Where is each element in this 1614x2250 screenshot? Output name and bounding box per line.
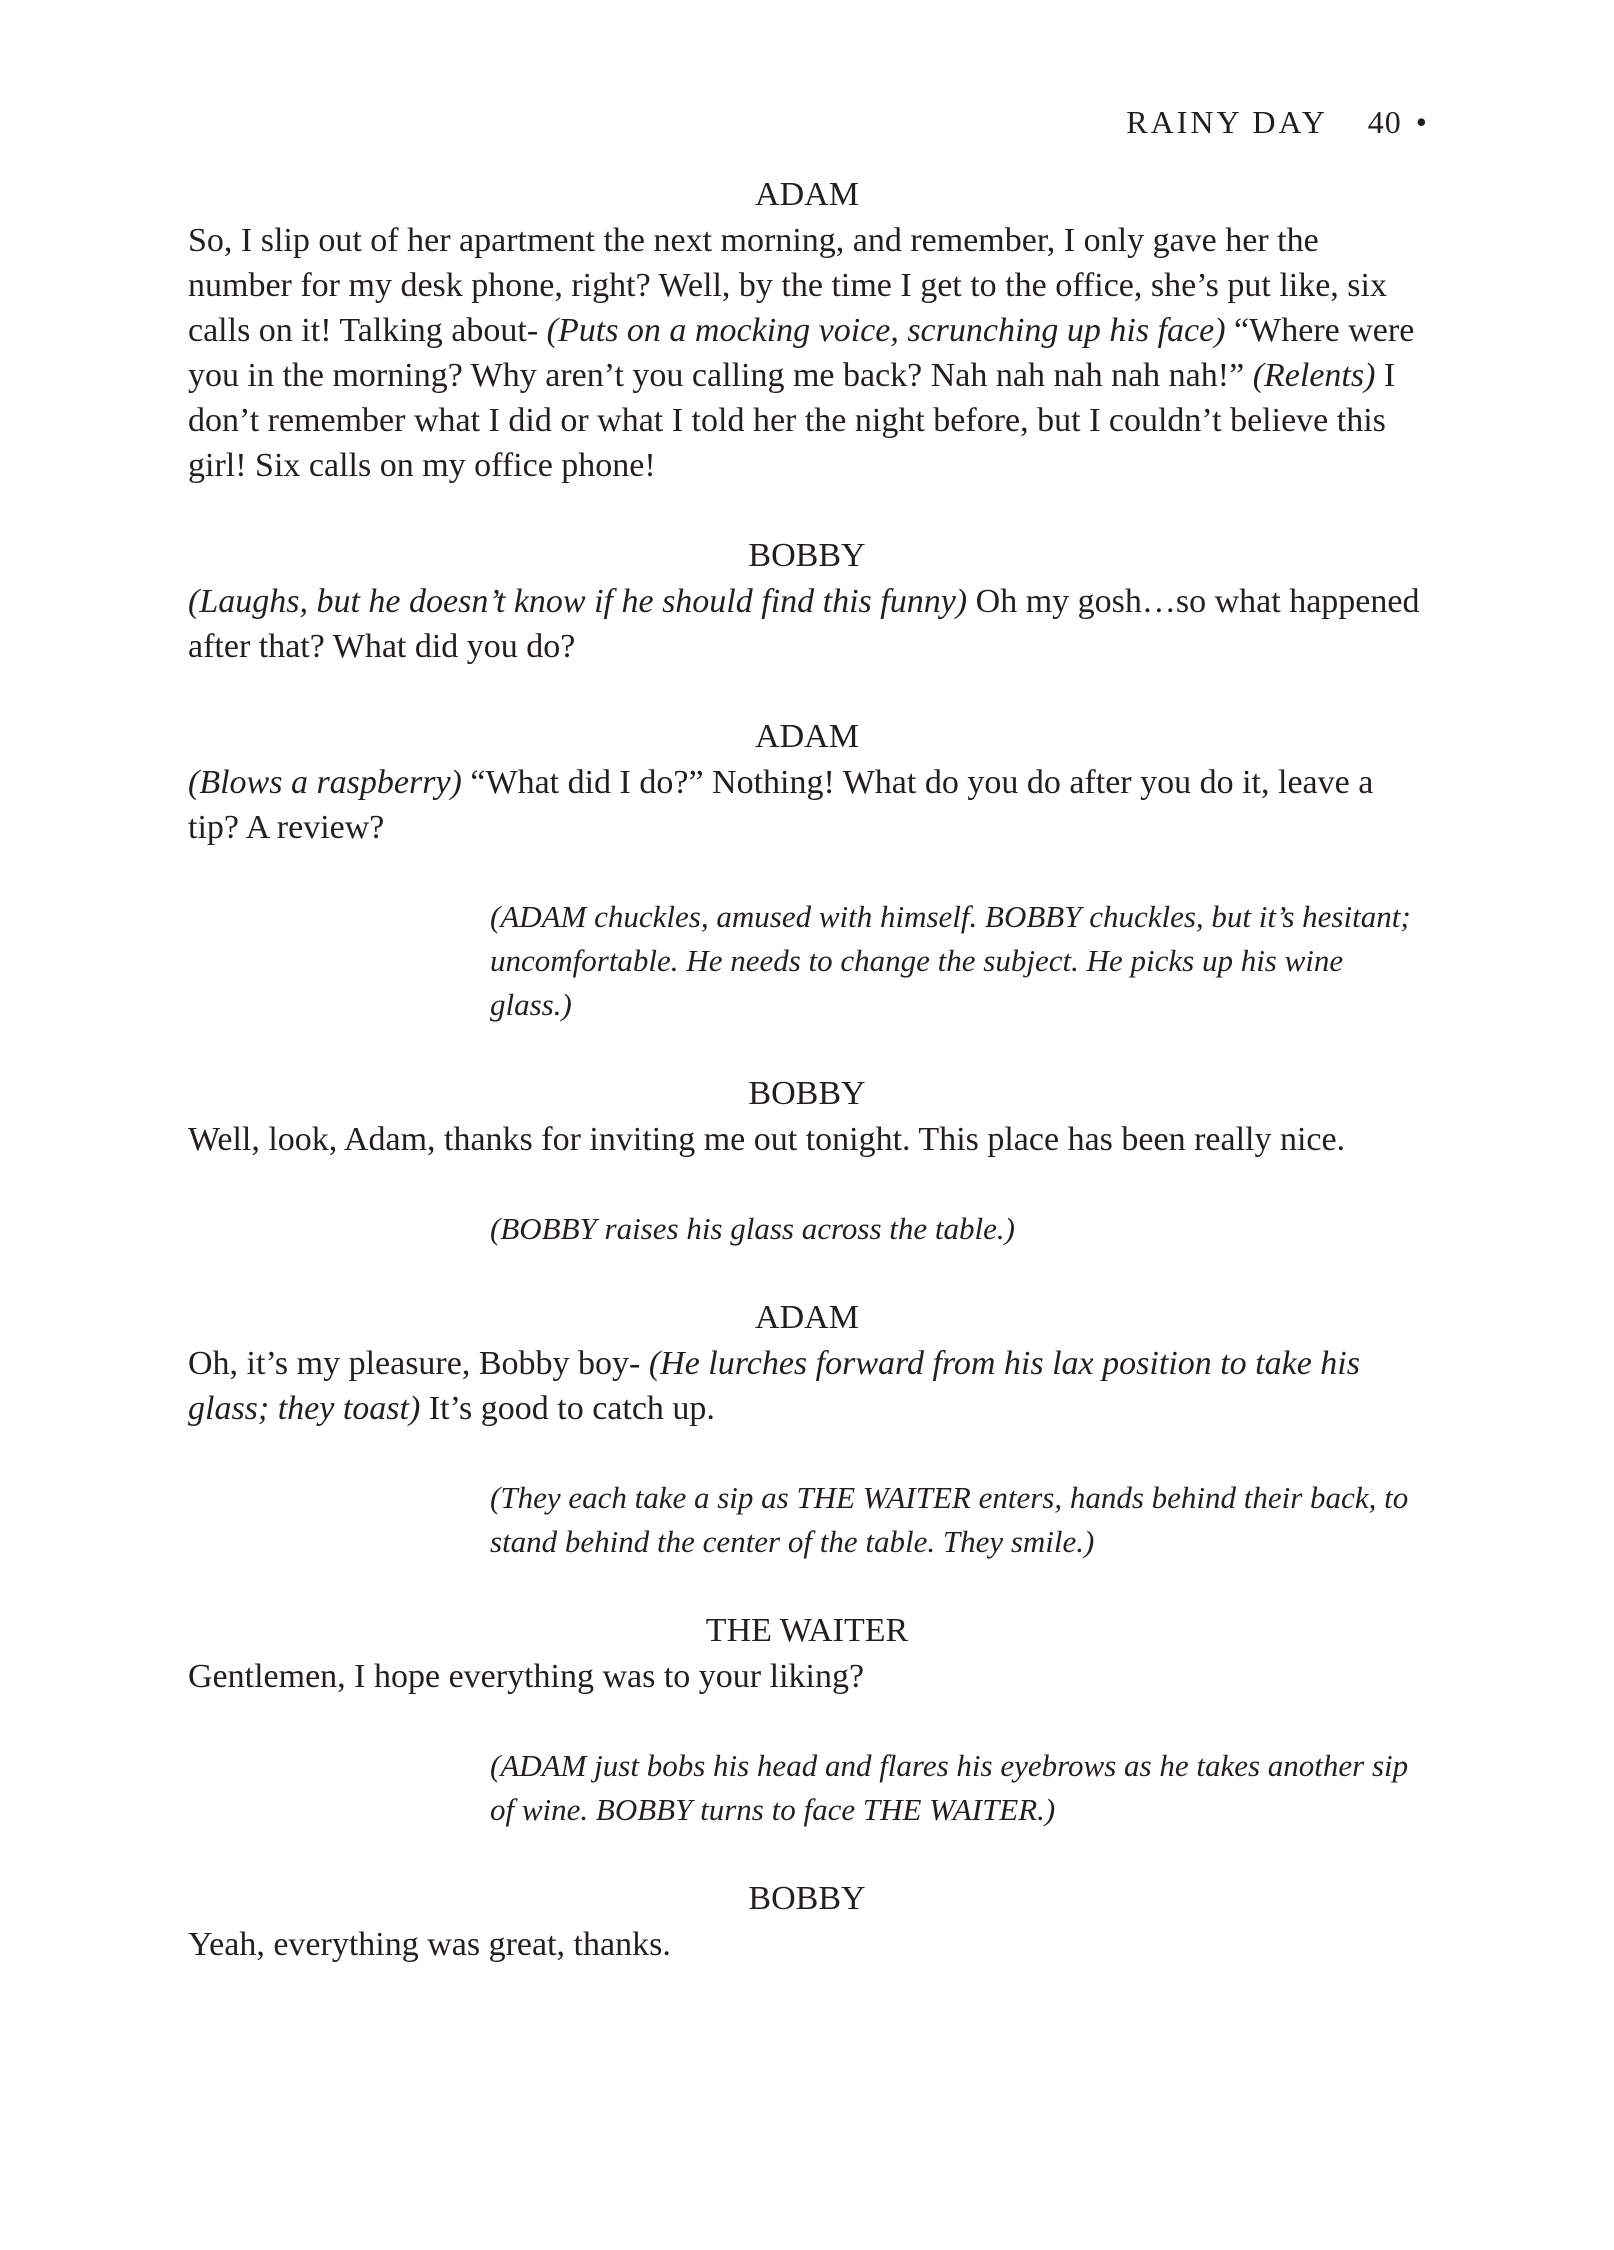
stage-direction: (ADAM just bobs his head and flares his eyebrows as he takes another sip of wine. BOBBY turns to face THE WAITER.) [490, 1748, 1409, 1827]
speaker-name: THE WAITER [705, 1612, 909, 1649]
dialogue-line [188, 1654, 1426, 1699]
dialogue-text: Well, look, Adam, thanks for inviting me out tonight. This place has been really nice. [188, 1121, 1346, 1158]
dialogue-text: Gentlemen, I hope everything was to your liking? [188, 1658, 865, 1695]
parenthetical: (Laughs, but he doesn’t know if he should find this funny) [188, 583, 968, 620]
parenthetical: (Relents) [1252, 357, 1376, 394]
page-number: 40 [1367, 104, 1402, 140]
parenthetical: (Puts on a mocking voice, scrunching up his face) [546, 312, 1226, 349]
speaker-name: ADAM [755, 1299, 859, 1336]
running-head [1126, 104, 1427, 141]
speaker-name: ADAM [755, 176, 859, 213]
dialogue-line [188, 1117, 1426, 1162]
dialogue-line [188, 218, 1426, 488]
dialogue-text: “Where were you in the morning? Why aren’t you calling me back? Nah nah nah nah nah!” [188, 312, 1415, 394]
dialogue-text: Oh my gosh…so what happened after that? What did you do? [188, 583, 1420, 665]
dialogue-text: “What did I do?” Nothing! What do you do after you do it, leave a tip? A review? [188, 764, 1374, 846]
dialogue-text: I don’t remember what I did or what I told her the night before, but I couldn’t believe this girl! Six calls on my office phone! [188, 357, 1396, 484]
dialogue-text: Yeah, everything was great, thanks. [188, 1926, 671, 1963]
dialogue-line [188, 760, 1426, 850]
bullet-icon: • [1415, 104, 1427, 140]
speaker-name: BOBBY [748, 1880, 866, 1917]
dialogue-text: It’s good to catch up. [420, 1390, 715, 1427]
dialogue-line [188, 579, 1426, 669]
speaker-name: BOBBY [748, 537, 866, 574]
dialogue-text: So, I slip out of her apartment the next morning, and remember, I only gave her the number for my desk phone, right? Well, by the time I get to the office, she’s put like, six calls on it! Talking about- [188, 222, 1387, 349]
dialogue-line [188, 1922, 1426, 1967]
running-title: RAINY DAY [1126, 104, 1328, 140]
speaker-name: ADAM [755, 718, 859, 755]
stage-direction: (They each take a sip as THE WAITER enters, hands behind their back, to stand behind the center of the table. They smile.) [490, 1480, 1409, 1559]
stage-direction: (ADAM chuckles, amused with himself. BOBBY chuckles, but it’s hesitant; uncomfortable. He needs to change the subject. He picks up his wine glass.) [490, 899, 1411, 1022]
parenthetical: (He lurches forward from his lax position to take his glass; they toast) [188, 1345, 1360, 1427]
script-body [188, 172, 1426, 2012]
parenthetical: (Blows a raspberry) [188, 764, 462, 801]
dialogue-line [188, 1341, 1426, 1431]
speaker-name: BOBBY [748, 1075, 866, 1112]
stage-direction: (BOBBY raises his glass across the table.) [490, 1211, 1015, 1246]
dialogue-text: Oh, it’s my pleasure, Bobby boy- [188, 1345, 649, 1382]
